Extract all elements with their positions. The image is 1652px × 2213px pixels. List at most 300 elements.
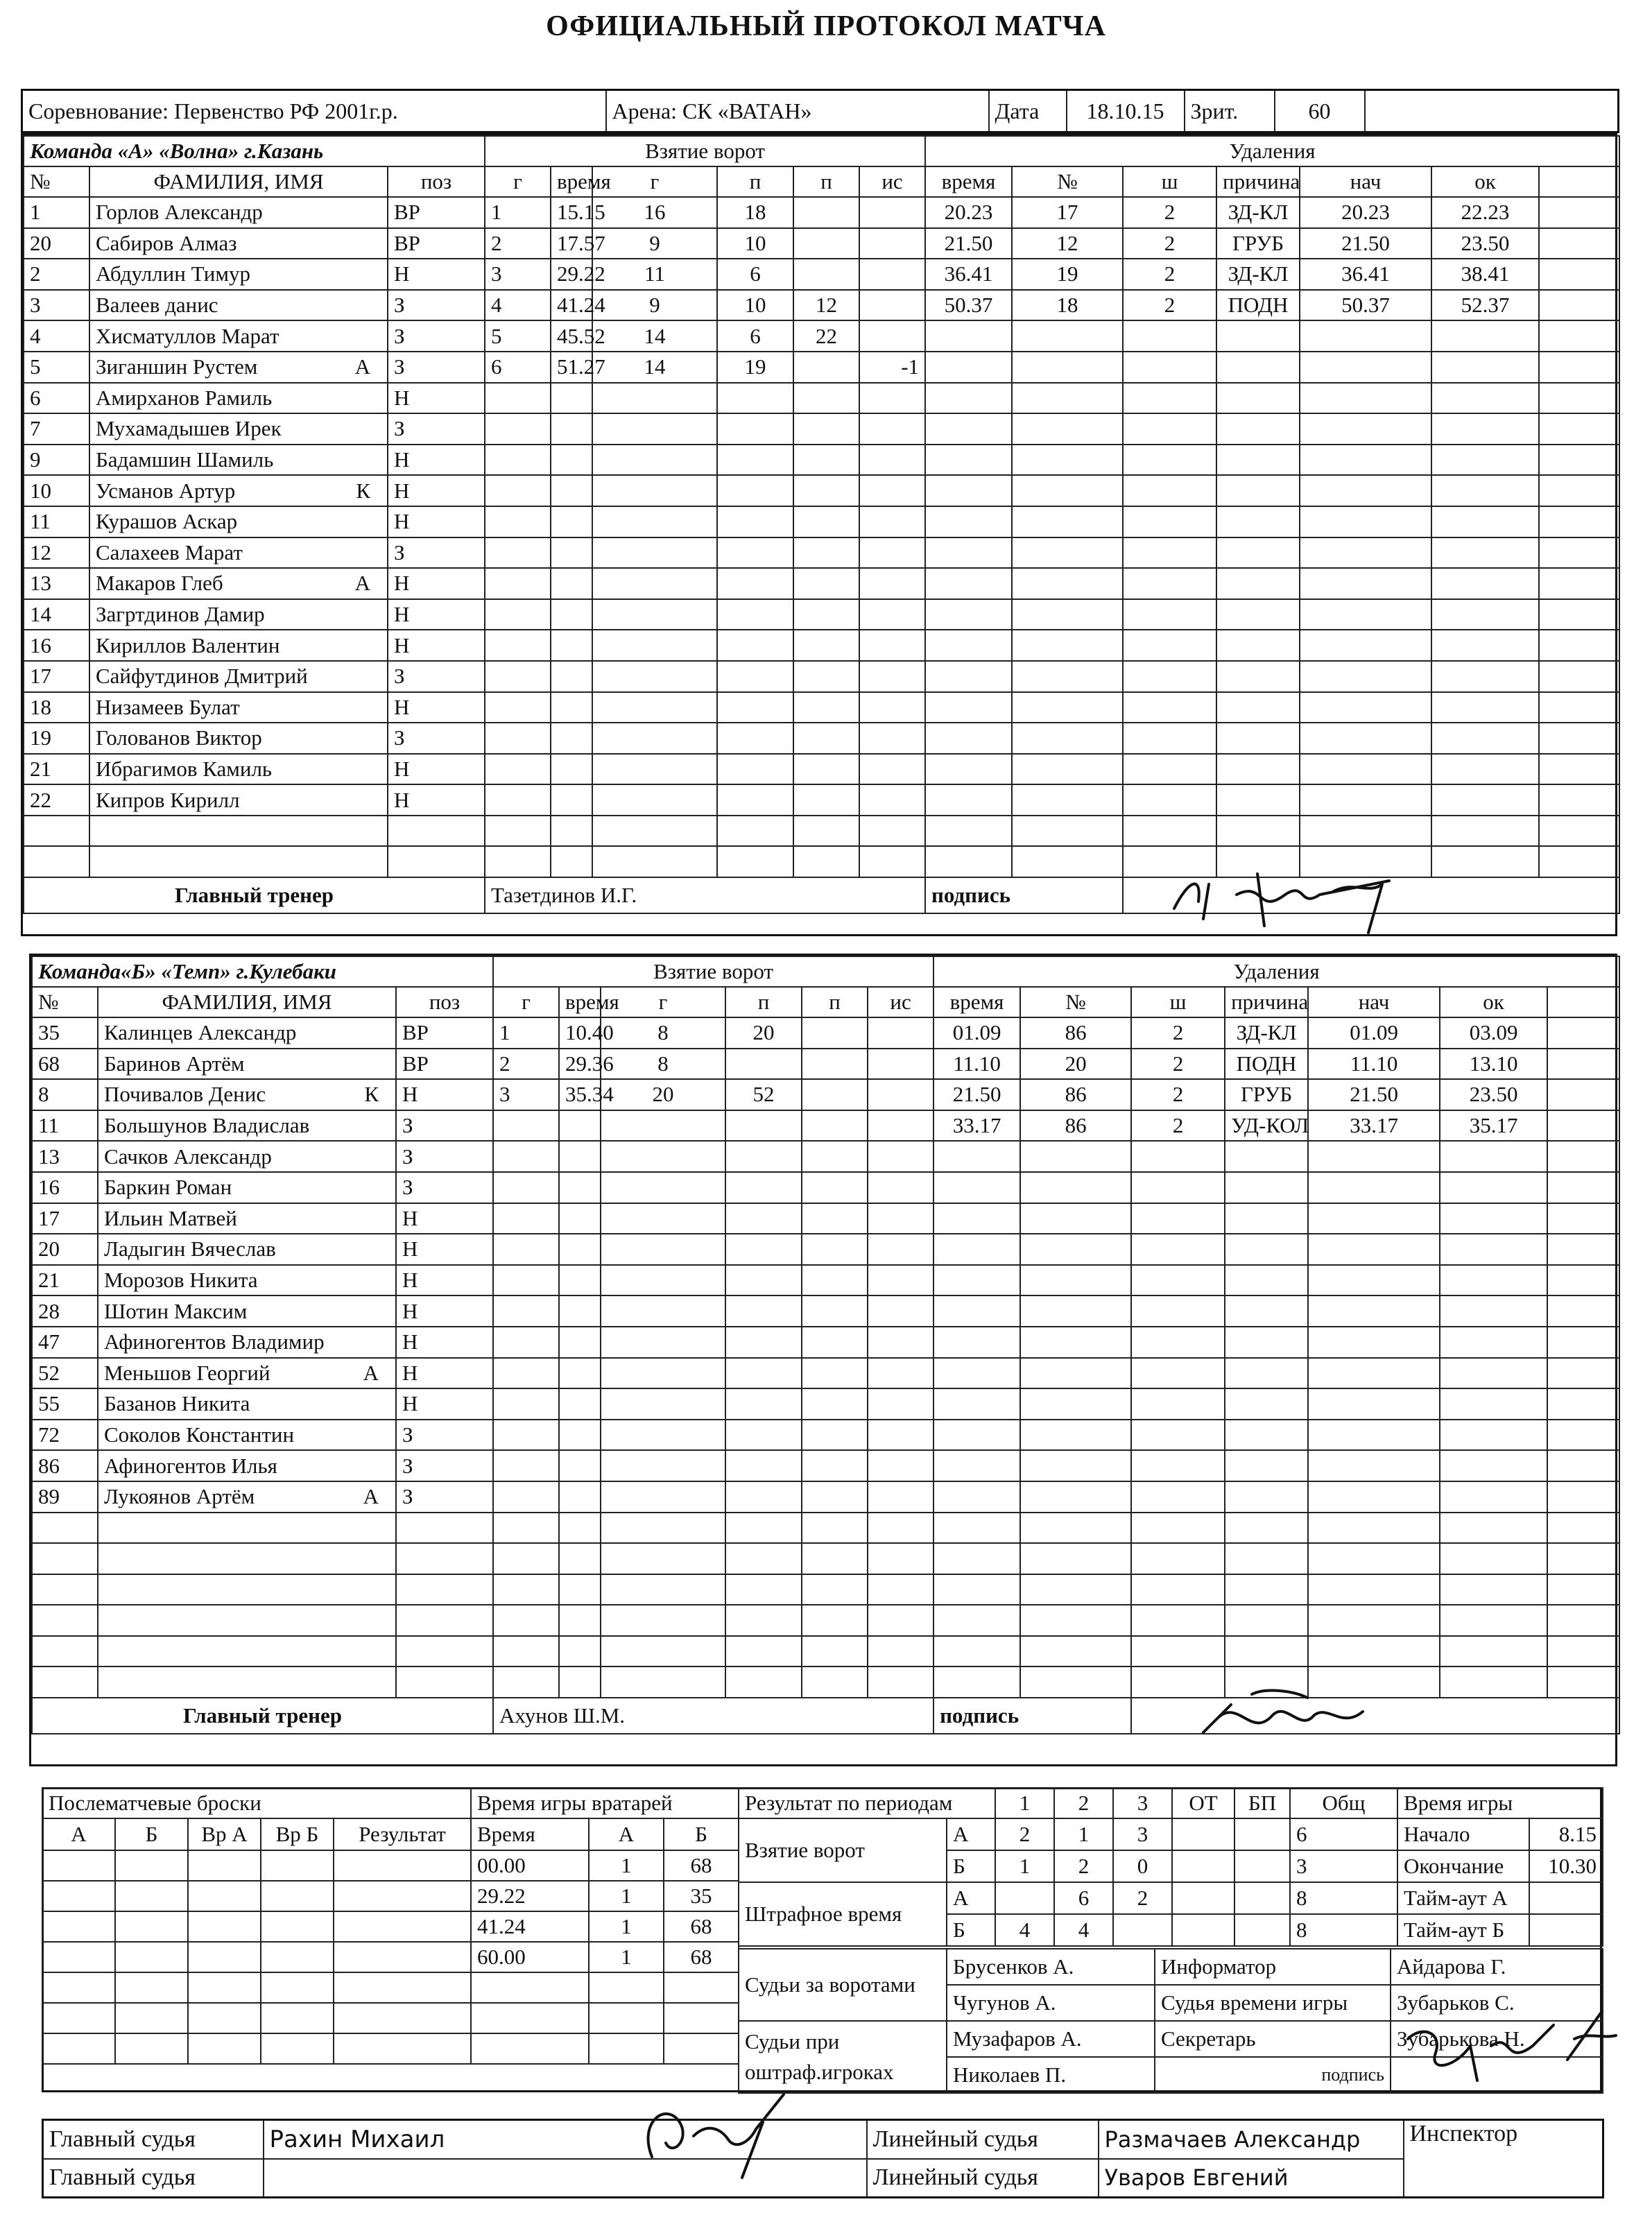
penalty-reason xyxy=(1225,1358,1308,1389)
penalty-player xyxy=(1012,445,1123,476)
goalie-time-row xyxy=(471,1881,739,1911)
goal-assist-2: 22 xyxy=(793,320,859,352)
penalty-time xyxy=(925,816,1012,847)
goal-situation xyxy=(868,1234,933,1265)
penalty-end xyxy=(1431,537,1539,569)
penalty-reason xyxy=(1216,816,1300,847)
goal-assist-2 xyxy=(802,1049,868,1080)
player-name-cell xyxy=(98,1110,396,1142)
player-name-cell xyxy=(89,692,388,723)
penalty-reason xyxy=(1216,630,1300,661)
goal-scorer: 14 xyxy=(592,320,717,352)
penalty-start: 11.10 xyxy=(1308,1049,1440,1080)
goalie-time-row xyxy=(471,1942,739,1972)
player-position xyxy=(388,816,485,847)
player-number xyxy=(32,1543,98,1574)
penalty-player: 86 xyxy=(1020,1017,1131,1049)
goal-assist-2 xyxy=(793,568,859,599)
goal-number xyxy=(493,1295,559,1327)
goal-scorer: 11 xyxy=(592,259,717,290)
penalty-reason: ГРУБ xyxy=(1216,228,1300,259)
goal-time: 15.15 xyxy=(551,197,592,228)
penalty-start xyxy=(1300,352,1431,383)
player-name-cell xyxy=(89,754,388,785)
player-number: 22 xyxy=(24,784,89,816)
penalty-end xyxy=(1440,1295,1547,1327)
blank-cell xyxy=(1547,1234,1619,1265)
penalty-start xyxy=(1308,1265,1440,1296)
player-position: Н xyxy=(396,1234,493,1265)
player-name: Почивалов Денис xyxy=(104,1082,266,1107)
informer-label: Информатор xyxy=(1155,1949,1391,1985)
goal-assist-1 xyxy=(717,816,793,847)
goal-time xyxy=(559,1513,601,1544)
goal-situation xyxy=(868,1574,933,1605)
team-a-goals-heading: Взятие ворот xyxy=(485,136,925,166)
goal-assist-1 xyxy=(717,475,793,506)
goal-time xyxy=(559,1574,601,1605)
player-name-cell xyxy=(89,537,388,569)
col-name: ФАМИЛИЯ, ИМЯ xyxy=(89,166,388,197)
goal-number xyxy=(485,754,551,785)
penalty-end xyxy=(1440,1481,1547,1513)
player-number: 10 xyxy=(24,475,89,506)
goal-time: 35.34 xyxy=(559,1079,601,1110)
goal-situation xyxy=(868,1605,933,1636)
goal-number: 1 xyxy=(485,197,551,228)
penalty-start xyxy=(1300,445,1431,476)
penalty-minutes xyxy=(1131,1234,1225,1265)
goal-situation xyxy=(868,1049,933,1080)
penalty-time xyxy=(933,1327,1020,1358)
team-a-coach-signature xyxy=(1160,853,1452,943)
penalty-end xyxy=(1431,320,1539,352)
penalty-judges-label: Судьи при оштраф.игроках xyxy=(739,2021,947,2093)
penalty-start xyxy=(1308,1172,1440,1203)
penalty-time xyxy=(933,1636,1020,1667)
spectators-value: 60 xyxy=(1275,90,1365,132)
penalty-time xyxy=(925,506,1012,537)
penalty-end: 13.10 xyxy=(1440,1049,1547,1080)
goal-situation xyxy=(859,846,925,877)
goal-number xyxy=(493,1172,559,1203)
col-assist-2: п xyxy=(802,987,868,1017)
goal-situation xyxy=(859,661,925,692)
blank-cell xyxy=(1539,784,1619,816)
penalty-minutes xyxy=(1123,537,1216,569)
goal-assist-2 xyxy=(802,1358,868,1389)
penalty-minutes xyxy=(1131,1172,1225,1203)
goal-scorer xyxy=(601,1513,725,1544)
goal-assist-2 xyxy=(802,1203,868,1234)
player-row xyxy=(32,1605,1619,1636)
team-b-section xyxy=(29,954,1617,1766)
player-row xyxy=(24,568,1619,599)
player-number: 68 xyxy=(32,1049,98,1080)
player-name-cell xyxy=(89,383,388,414)
goal-number xyxy=(493,1543,559,1574)
col-pos: поз xyxy=(388,166,485,197)
blank-cell xyxy=(1539,846,1619,877)
penalty-minutes xyxy=(1131,1481,1225,1513)
player-row xyxy=(24,259,1619,290)
col-pen-min: ш xyxy=(1131,987,1225,1017)
penalty-minutes xyxy=(1123,445,1216,476)
player-number: 17 xyxy=(32,1203,98,1234)
goal-assist-2 xyxy=(802,1234,868,1265)
penalty-minutes xyxy=(1123,723,1216,754)
penalty-player xyxy=(1012,352,1123,383)
penalty-reason xyxy=(1225,1513,1308,1544)
goal-assist-1 xyxy=(725,1295,802,1327)
goal-assist-2 xyxy=(802,1450,868,1481)
player-name: Валеев данис xyxy=(96,293,218,318)
goalie-time-value: 41.24 xyxy=(471,1911,589,1942)
goal-situation xyxy=(859,228,925,259)
col-end: ок xyxy=(1431,166,1539,197)
start-label: Начало xyxy=(1397,1818,1529,1850)
player-number: 16 xyxy=(32,1172,98,1203)
goal-scorer xyxy=(601,1420,725,1451)
player-row xyxy=(24,383,1619,414)
goal-situation xyxy=(868,1295,933,1327)
penalty-start xyxy=(1300,320,1431,352)
player-position: Н xyxy=(388,259,485,290)
penalty-start xyxy=(1300,816,1431,847)
penalty-player: 86 xyxy=(1020,1079,1131,1110)
goal-time xyxy=(551,784,592,816)
goal-time xyxy=(551,537,592,569)
player-number: 55 xyxy=(32,1388,98,1420)
timekeeper-label: Судья времени игры xyxy=(1155,1985,1391,2021)
goal-scorer xyxy=(601,1295,725,1327)
player-position: ВР xyxy=(388,197,485,228)
referee-signature xyxy=(624,2081,832,2185)
col-goal-scorer: г xyxy=(592,166,717,197)
goal-number xyxy=(493,1234,559,1265)
penalty-start xyxy=(1308,1481,1440,1513)
col-reason: причина xyxy=(1216,166,1300,197)
player-number: 4 xyxy=(24,320,89,352)
penalty-start xyxy=(1300,475,1431,506)
goal-time: 29.22 xyxy=(551,259,592,290)
penalty-minutes xyxy=(1123,692,1216,723)
penalty-end: 23.50 xyxy=(1440,1079,1547,1110)
blank-cell xyxy=(1547,1450,1619,1481)
goal-number: 5 xyxy=(485,320,551,352)
goal-number xyxy=(485,568,551,599)
goal-scorer xyxy=(601,1574,725,1605)
match-header xyxy=(21,89,1619,133)
blank-cell xyxy=(1539,320,1619,352)
goal-assist-2 xyxy=(802,1543,868,1574)
player-name: Макаров Глеб xyxy=(96,571,223,596)
penalty-reason xyxy=(1216,413,1300,445)
period-value: 1 xyxy=(1054,1818,1113,1850)
player-row xyxy=(24,661,1619,692)
penalty-end xyxy=(1431,754,1539,785)
player-number: 72 xyxy=(32,1420,98,1451)
penalty-start xyxy=(1308,1420,1440,1451)
player-number: 5 xyxy=(24,352,89,383)
penalty-time xyxy=(933,1420,1020,1451)
goal-time: 51.27 xyxy=(551,352,592,383)
goal-situation xyxy=(859,630,925,661)
player-position: Н xyxy=(388,599,485,630)
goal-assist-1 xyxy=(717,506,793,537)
shootout-table xyxy=(42,1787,472,2065)
player-row xyxy=(32,1234,1619,1265)
player-name-cell xyxy=(89,661,388,692)
player-role-mark: К xyxy=(356,478,370,503)
goal-scorer xyxy=(592,692,717,723)
goal-scorer xyxy=(601,1481,725,1513)
period-value: 3 xyxy=(1290,1850,1397,1882)
player-row xyxy=(32,1481,1619,1513)
goal-assist-2 xyxy=(793,754,859,785)
player-position: Н xyxy=(396,1203,493,1234)
penalty-reason xyxy=(1216,352,1300,383)
player-number: 13 xyxy=(24,568,89,599)
penalty-player xyxy=(1012,846,1123,877)
player-number: 11 xyxy=(32,1110,98,1142)
player-name-cell xyxy=(89,290,388,321)
penalty-end xyxy=(1440,1513,1547,1544)
goal-scorer xyxy=(592,537,717,569)
penalty-start: 21.50 xyxy=(1300,228,1431,259)
goal-assist-2 xyxy=(793,445,859,476)
goal-scorer: 14 xyxy=(592,352,717,383)
goal-time xyxy=(551,475,592,506)
player-name-cell xyxy=(98,1265,396,1296)
player-row xyxy=(24,413,1619,445)
penalty-reason: ЗД-КЛ xyxy=(1216,197,1300,228)
goal-assist-2 xyxy=(802,1420,868,1451)
player-number xyxy=(32,1574,98,1605)
goal-assist-1 xyxy=(725,1203,802,1234)
penalty-reason xyxy=(1216,383,1300,414)
player-row xyxy=(32,1450,1619,1481)
goal-situation xyxy=(859,259,925,290)
goal-assist-1 xyxy=(725,1388,802,1420)
player-row xyxy=(32,1327,1619,1358)
blank-cell xyxy=(1547,1110,1619,1142)
player-name: Низамеев Булат xyxy=(96,694,240,719)
col-assist-1: п xyxy=(725,987,802,1017)
col-pen-time: время xyxy=(933,987,1020,1017)
player-number: 35 xyxy=(32,1017,98,1049)
player-name: Ладыгин Вячеслав xyxy=(104,1237,276,1262)
penalty-player xyxy=(1020,1667,1131,1698)
penalty-time: 20.23 xyxy=(925,197,1012,228)
player-number xyxy=(32,1605,98,1636)
blank-cell xyxy=(1547,1327,1619,1358)
goal-time xyxy=(551,383,592,414)
referee-label-1: Главный судья xyxy=(43,2120,264,2159)
goalie-time-title: Время игры вратарей xyxy=(471,1788,739,1818)
penalty-end xyxy=(1431,352,1539,383)
goal-number xyxy=(493,1110,559,1142)
penalty-time xyxy=(925,661,1012,692)
penalty-judge-2: Николаев П. xyxy=(947,2057,1155,2093)
penalty-minutes xyxy=(1131,1450,1225,1481)
goal-assist-2 xyxy=(793,692,859,723)
player-row xyxy=(24,475,1619,506)
player-name: Салахеев Марат xyxy=(96,540,243,565)
penalty-player xyxy=(1020,1234,1131,1265)
goal-assist-1 xyxy=(717,723,793,754)
goal-number xyxy=(493,1574,559,1605)
player-position: Н xyxy=(396,1265,493,1296)
linesman-label-1: Линейный судья xyxy=(867,2120,1099,2159)
goal-assist-2 xyxy=(802,1605,868,1636)
period-col-header: Общ xyxy=(1290,1788,1397,1818)
goal-situation xyxy=(859,784,925,816)
goal-assist-2 xyxy=(802,1574,868,1605)
goal-scorer xyxy=(601,1172,725,1203)
goal-assist-1: 20 xyxy=(725,1017,802,1049)
penalty-minutes xyxy=(1131,1265,1225,1296)
blank-cell xyxy=(1547,1636,1619,1667)
game-time-title: Время игры xyxy=(1397,1788,1603,1818)
penalty-player xyxy=(1012,754,1123,785)
penalty-reason xyxy=(1225,1203,1308,1234)
penalty-minutes: 2 xyxy=(1123,290,1216,321)
goal-assist-2 xyxy=(793,259,859,290)
goal-time xyxy=(551,413,592,445)
penalty-time xyxy=(933,1234,1020,1265)
penalty-end xyxy=(1431,630,1539,661)
player-position: З xyxy=(396,1141,493,1172)
goalie-time-col-header: А xyxy=(589,1818,664,1850)
goal-number xyxy=(485,383,551,414)
player-number: 47 xyxy=(32,1327,98,1358)
blank-cell xyxy=(1539,537,1619,569)
penalty-player: 86 xyxy=(1020,1110,1131,1142)
penalty-player xyxy=(1020,1605,1131,1636)
goal-situation xyxy=(859,290,925,321)
goal-number xyxy=(485,506,551,537)
penalty-player xyxy=(1020,1636,1131,1667)
blank-cell xyxy=(1539,506,1619,537)
col-pen-time: время xyxy=(925,166,1012,197)
penalty-time xyxy=(933,1667,1020,1698)
team-b-label: Б xyxy=(947,1914,995,1946)
player-position: З xyxy=(388,320,485,352)
penalty-end: 03.09 xyxy=(1440,1017,1547,1049)
penalty-player xyxy=(1020,1172,1131,1203)
player-number: 52 xyxy=(32,1358,98,1389)
player-row xyxy=(32,1543,1619,1574)
blank-cell xyxy=(1547,1172,1619,1203)
goal-assist-2 xyxy=(802,1110,868,1142)
competition-cell xyxy=(22,90,606,132)
penalty-reason xyxy=(1225,1636,1308,1667)
penalty-time xyxy=(933,1358,1020,1389)
player-position xyxy=(396,1605,493,1636)
goal-assist-1 xyxy=(725,1636,802,1667)
period-value: 2 xyxy=(1054,1850,1113,1882)
penalty-minutes: 2 xyxy=(1131,1049,1225,1080)
goal-assist-2 xyxy=(793,537,859,569)
col-goal-time: время xyxy=(559,987,601,1017)
goal-assist-1 xyxy=(725,1110,802,1142)
pim-row-label: Штрафное время xyxy=(739,1882,947,1946)
goal-situation xyxy=(868,1079,933,1110)
penalty-reason: УД-КОЛ xyxy=(1225,1110,1308,1142)
penalty-judge-1: Музафаров А. xyxy=(947,2021,1155,2057)
goalie-b-number: 68 xyxy=(664,1850,739,1881)
goal-number xyxy=(485,413,551,445)
col-assist-2: п xyxy=(793,166,859,197)
player-name: Усманов Артур xyxy=(96,478,236,503)
penalty-reason xyxy=(1216,320,1300,352)
goal-assist-1 xyxy=(725,1481,802,1513)
player-name: Афиногентов Владимир xyxy=(104,1329,325,1354)
player-row xyxy=(24,537,1619,569)
penalty-minutes xyxy=(1131,1327,1225,1358)
blank-cell xyxy=(1547,1481,1619,1513)
player-row xyxy=(24,197,1619,228)
penalty-reason xyxy=(1216,568,1300,599)
penalty-reason xyxy=(1225,1295,1308,1327)
goal-scorer xyxy=(601,1605,725,1636)
player-number: 20 xyxy=(24,228,89,259)
goal-scorer: 20 xyxy=(601,1079,725,1110)
player-row xyxy=(24,352,1619,383)
penalty-minutes xyxy=(1123,784,1216,816)
penalty-end xyxy=(1440,1358,1547,1389)
player-row xyxy=(24,228,1619,259)
period-results-table xyxy=(738,1787,1398,1947)
penalty-time xyxy=(925,723,1012,754)
goal-time xyxy=(551,692,592,723)
player-name-cell xyxy=(89,568,388,599)
player-role-mark: А xyxy=(363,1360,379,1385)
penalty-time xyxy=(933,1513,1020,1544)
team-b-signature-label: подпись xyxy=(933,1698,1131,1734)
goal-time xyxy=(559,1203,601,1234)
player-position: ВР xyxy=(396,1017,493,1049)
penalty-time xyxy=(933,1543,1020,1574)
penalty-start xyxy=(1308,1450,1440,1481)
goalie-b-number: 68 xyxy=(664,1911,739,1942)
goal-time: 10.40 xyxy=(559,1017,601,1049)
penalty-player xyxy=(1012,630,1123,661)
penalty-player xyxy=(1012,537,1123,569)
player-name-cell xyxy=(98,1234,396,1265)
goal-number: 4 xyxy=(485,290,551,321)
arena-cell xyxy=(606,90,989,132)
goal-assist-1 xyxy=(725,1605,802,1636)
penalty-reason xyxy=(1225,1265,1308,1296)
penalty-end xyxy=(1431,506,1539,537)
penalty-player xyxy=(1020,1420,1131,1451)
goal-assist-2 xyxy=(793,228,859,259)
goal-assist-2 xyxy=(793,723,859,754)
penalty-end xyxy=(1431,816,1539,847)
player-position: З xyxy=(396,1172,493,1203)
player-row xyxy=(24,723,1619,754)
player-number: 8 xyxy=(32,1079,98,1110)
penalty-start xyxy=(1300,784,1431,816)
penalty-player xyxy=(1020,1388,1131,1420)
player-name-cell xyxy=(98,1295,396,1327)
penalty-start: 50.37 xyxy=(1300,290,1431,321)
goal-number xyxy=(485,846,551,877)
player-role-mark: А xyxy=(363,1484,379,1509)
col-goal-num: г xyxy=(485,166,551,197)
